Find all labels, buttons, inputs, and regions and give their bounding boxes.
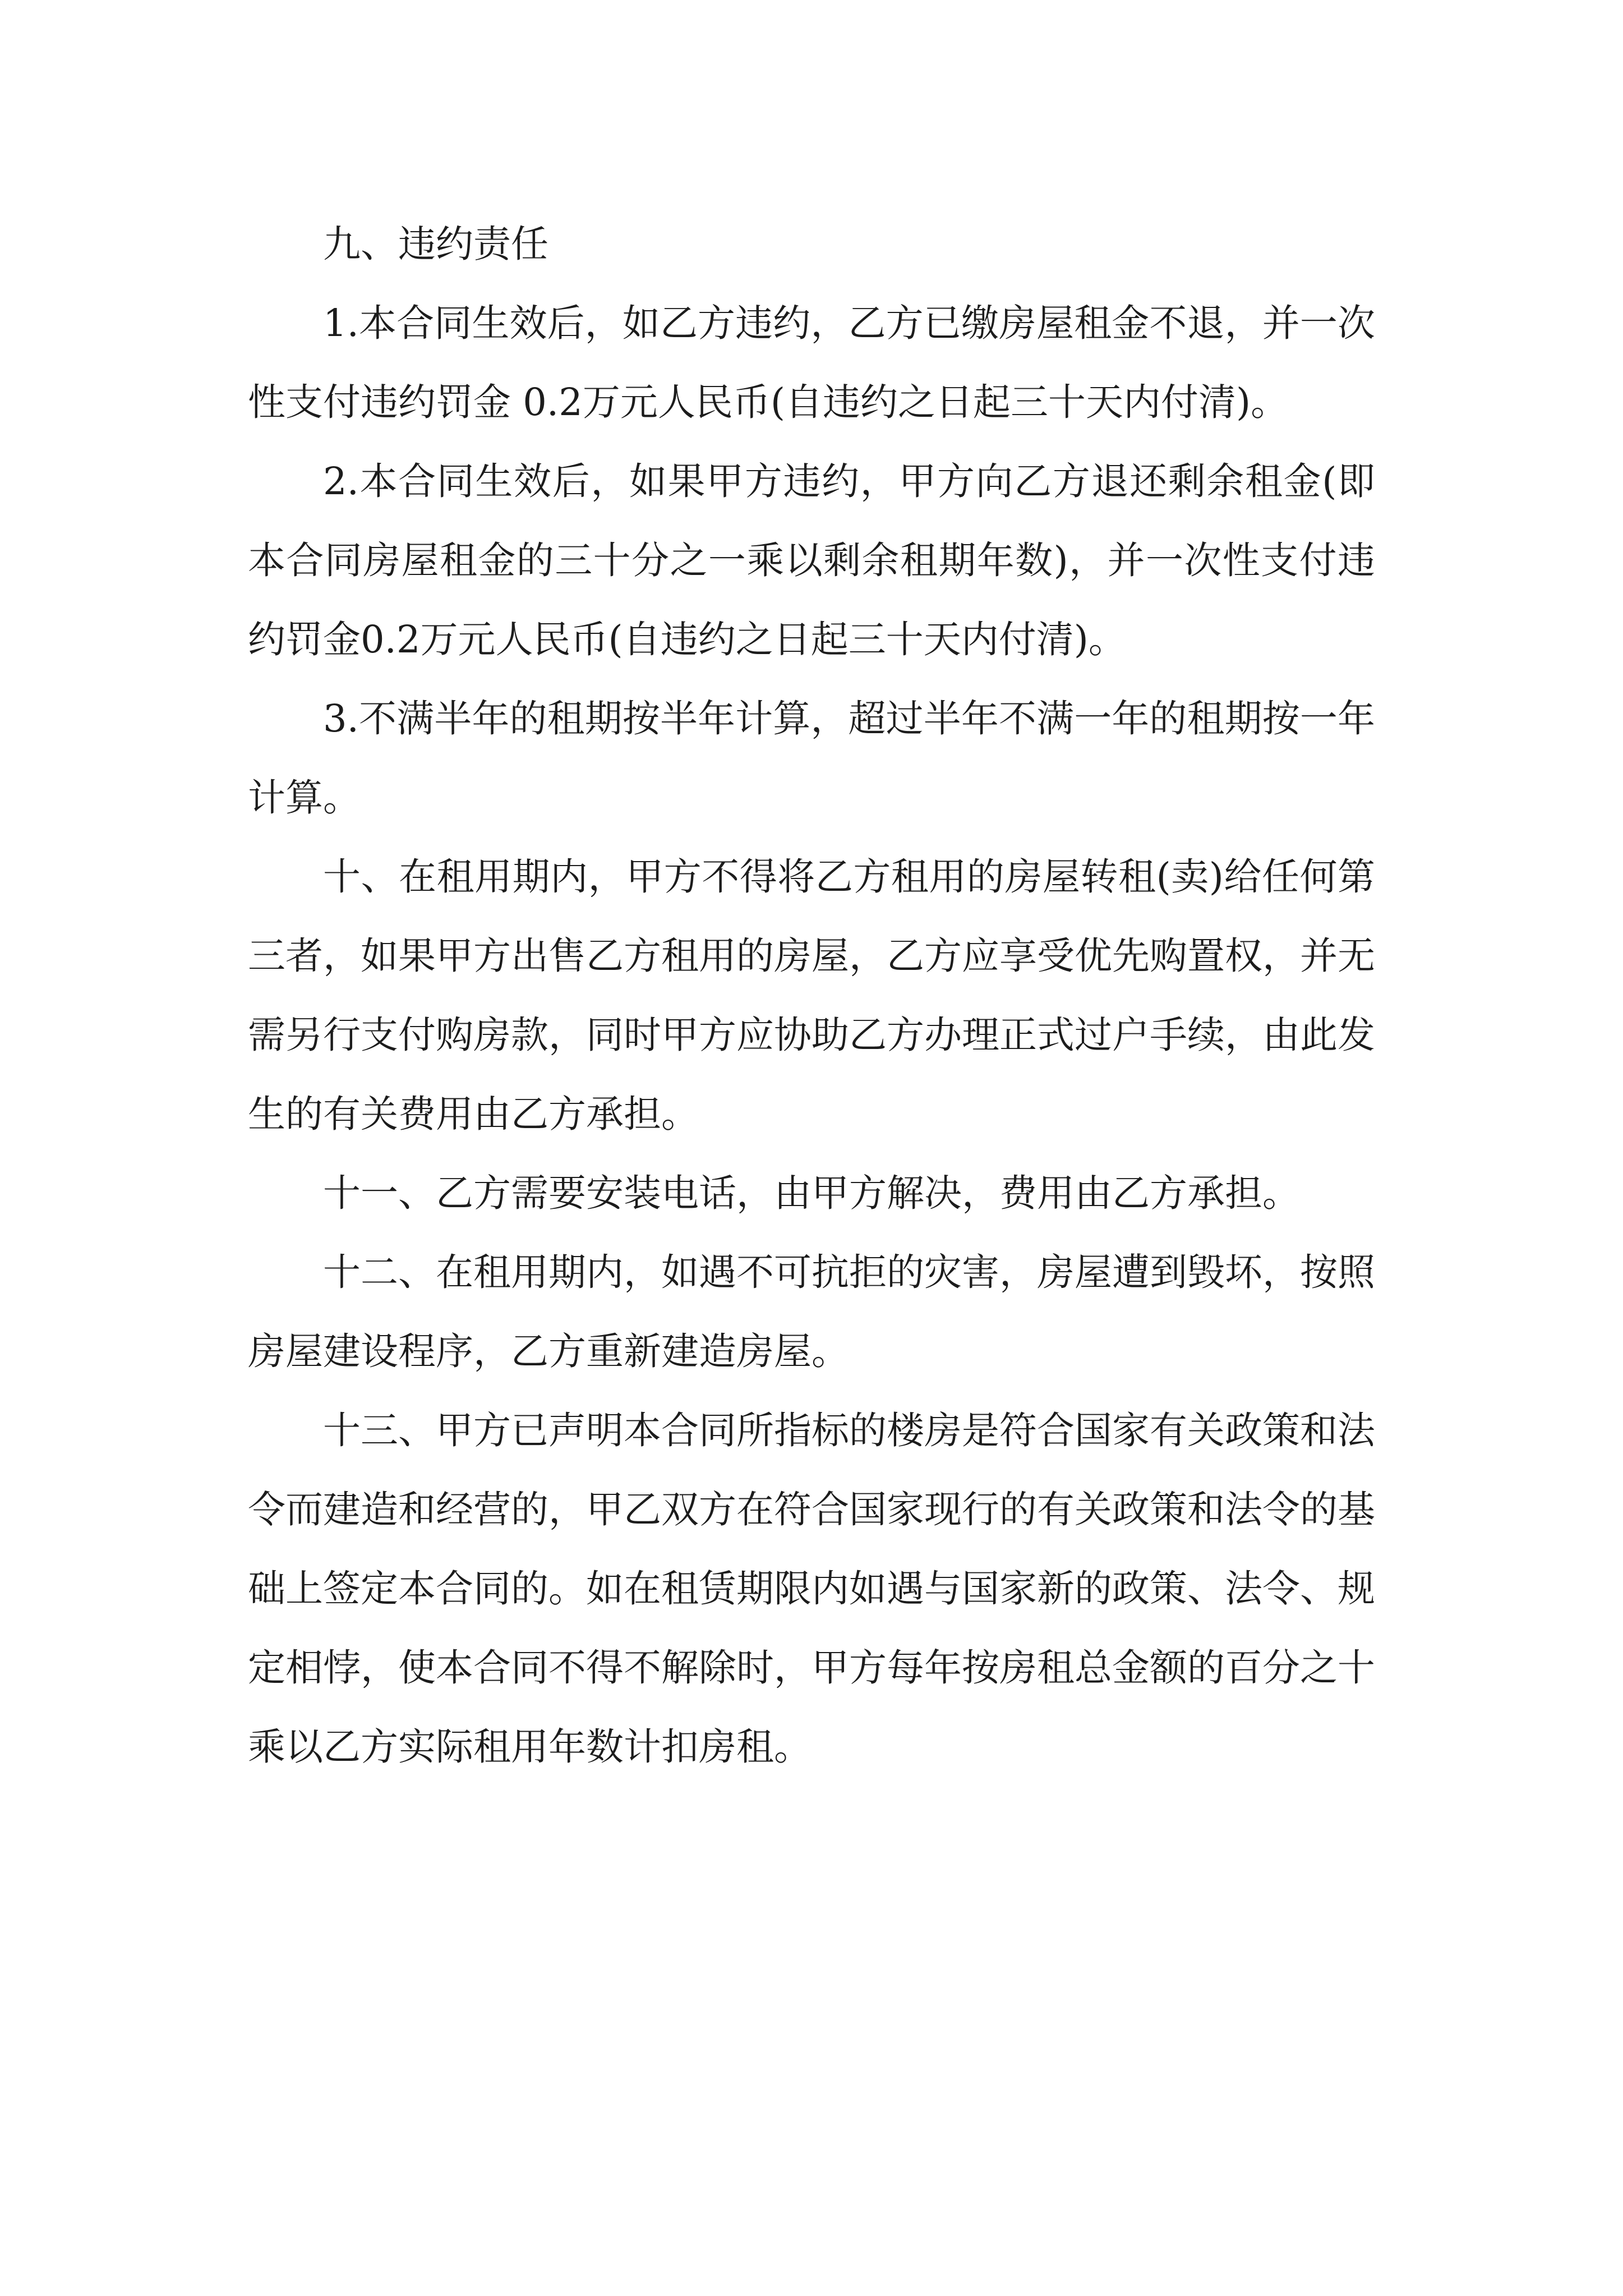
section-10-sublease: 十、在租用期内，甲方不得将乙方租用的房屋转租(卖)给任何第三者，如果甲方出售乙方租用的房屋，乙方应享受优先购置权，并无需另行支付购房款，同时甲方应协助乙方办理正式过户手续，由此发生的有关费用由乙方承担。 [248, 855, 1375, 1136]
clause-1-tenant-breach: 1.本合同生效后，如乙方违约，乙方已缴房屋租金不退，并一次性支付违约罚金 0.2万元人民币(自违约之日起三十天内付清)。 [248, 301, 1375, 424]
section-heading-breach-liability: 九、违约责任 [323, 222, 548, 266]
section-12-force-majeure: 十二、在租用期内，如遇不可抗拒的灾害，房屋遭到毁坏，按照房屋建设程序，乙方重新建造房屋。 [248, 1250, 1375, 1373]
section-11-telephone: 十一、乙方需要安装电话，由甲方解决，费用由乙方承担。 [323, 1171, 1300, 1215]
clause-3-term-calculation: 3.不满半年的租期按半年计算，超过半年不满一年的租期按一年计算。 [248, 697, 1375, 820]
clause-2-landlord-breach: 2.本合同生效后，如果甲方违约，甲方向乙方退还剩余租金(即本合同房屋租金的三十分之一乘以剩余租期年数)，并一次性支付违约罚金0.2万元人民币(自违约之日起三十天内付清)。 [248, 459, 1375, 661]
document-body [248, 205, 1375, 1787]
section-13-policy-compliance: 十三、甲方已声明本合同所指标的楼房是符合国家有关政策和法令而建造和经营的，甲乙双方在符合国家现行的有关政策和法令的基础上签定本合同的。如在租赁期限内如遇与国家新的政策、法令、规定相悖，使本合同不得不解除时，甲方每年按房租总金额的百分之十乘以乙方实际租用年数计扣房租。 [248, 1409, 1375, 1769]
